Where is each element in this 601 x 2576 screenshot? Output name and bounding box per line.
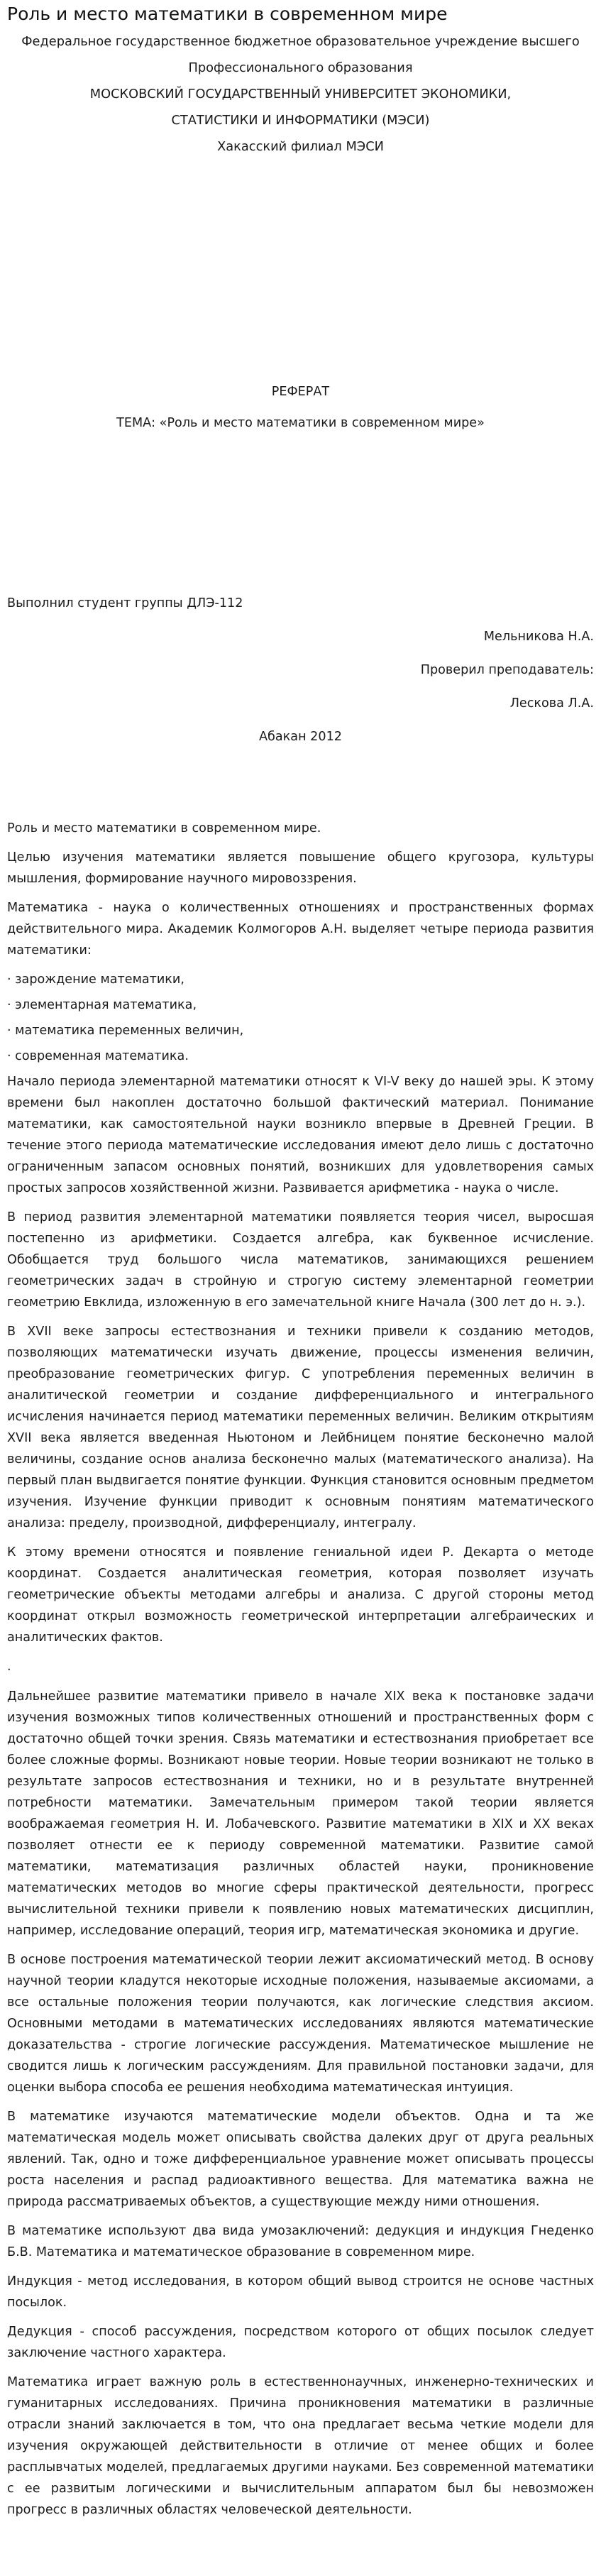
title-page-header (7, 31, 594, 158)
city-year: Абакан 2012 (259, 730, 342, 744)
list-item: · современная математика. (7, 1049, 189, 1063)
paragraph: В математике используют два вида умозаключений: дедукция и индукция Гнеденко Б.В. Математика и математическое образование в современном мире. (7, 2224, 594, 2259)
paragraph: К этому времени относятся и появление гениальной идеи Р. Декарта о методе координат. Создается аналитическая геометрия, которая позволяет изучать геометрические объекты методами алгебры и анализа. С другой стороны метод координат открыл возможность геометрической интерпретации алгебраических и аналитических фактов. (7, 1545, 594, 1645)
spacer (7, 163, 594, 381)
paragraph: Математика - наука о количественных отношениях и пространственных формах действительного мира. Академик Колмогоров А.Н. выделяет четыре периода развития математики: (7, 901, 594, 958)
paragraph: В XVII веке запросы естествознания и техники привели к созданию методов, позволяющих математически изучать движение, процессы изменения величин, преобразование геометрических фигур. С употребления переменных величин в аналитической геометрии и создание дифференциального и интегрального исчисления начинается период математики переменных величин. Великим открытиям XVII века является введенная Ньютоном и Лейбницем понятие бесконечно малой величины, создание основ анализа бесконечно малых (математического анализа). На первый план выдвигается понятие функции. Функция становится основным предметом изучения. Изучение функции приводит к основным понятиям математического анализа: пределу, производной, дифференциалу, интегралу. (7, 1325, 594, 1530)
report-topic: ТЕМА: «Роль и место математики в современном мире» (116, 416, 485, 430)
paragraph: Начало периода элементарной математики относят к VI-V веку до нашей эры. К этому времени был накоплен достаточно большой фактический материал. Понимание математики, как самостоятельной науки возникло впервые в Древней Греции. В течение этого периода математические исследования имеют дело лишь с достаточно ограниченным запасом основных понятий, возникших для удовлетворения самых простых запросов хозяйственной жизни. Развивается арифметика - наука о числе. (7, 1075, 594, 1195)
paragraph: Дальнейшее развитие математики привело в начале XIX века к постановке задачи изучения возможных типов количественных отношений и пространственных форм с достаточно общей точки зрения. Связь математики и естествознания приобретает все более сложные формы. Возникают новые теории. Новые теории возникают не только в результате запросов естествознания и техники, но и в результате внутренней потребности математики. Замечательным примером такой теории является воображаемая геометрия Н. И. Лобачевского. Развитие математики в XIX и XX веках позволяет отнести ее к периоду современной математики. Развитие самой математики, математизация различных областей науки, проникновение математических методов во многие сферы практической деятельности, прогресс вычислительной техники привели к появлению новых математических дисциплин, например, исследование операций, теория игр, математическая экономика и другие. (7, 1689, 594, 1938)
institution-line-1: Федеральное государственное бюджетное образовательное учреждение высшего (21, 34, 580, 49)
list-item: · зарождение математики, (7, 972, 184, 987)
document-title: Роль и место математики в современном мире (7, 4, 448, 24)
institution-line-3: МОСКОВСКИЙ ГОСУДАРСТВЕННЫЙ УНИВЕРСИТЕТ ЭКОНОМИКИ, (89, 87, 512, 102)
paragraph: Индукция - метод исследования, в котором общий вывод строится не основе частных посылок. (7, 2274, 594, 2310)
checked-by-line: Проверил преподаватель: (420, 663, 594, 677)
institution-line-2: Профессионального образования (188, 60, 413, 75)
paragraph: В основе построения математической теории лежит аксиоматический метод. В основу научной теории кладутся некоторые исходные положения, называемые аксиомами, а все остальные положения теории получаются, как логические следствия аксиом. Основными методами в математических исследованиях являются математические доказательства - строгие логические рассуждения. Математическое мышление не сводится лишь к логическим рассуждениям. Для правильной постановки задачи, для оценки выбора способа ее решения необходима математическая интуиция. (7, 1953, 594, 2095)
paragraph: В математике изучаются математические модели объектов. Одна и та же математическая модель может описывать свойства далеких друг от друга реальных явлений. Так, одно и тоже дифференциальное уравнение может описывать процессы роста населения и распад радиоактивного вещества. Для математика важна не природа рассматриваемых объектов, а существующие между ними отношения. (7, 2110, 594, 2209)
teacher-name: Лескова Л.А. (509, 696, 594, 711)
spacer (7, 760, 594, 818)
paragraph: Математика играет важную роль в естественнонаучных, инженерно-технических и гуманитарных исследованиях. Причина проникновения математики в различные отрасли знаний заключается в том, что она предлагает весьма четкие модели для изучения окружающей действительности в отличие от менее общих и более расплывчатых моделей, предлагаемых другими науками. Без современной математики с ее развитым логическими и вычислительным аппаратом был бы невозможен прогресс в различных областях человеческой деятельности. (7, 2375, 594, 2517)
report-label: РЕФЕРАТ (271, 385, 330, 399)
stray-dot: . (7, 1660, 11, 1674)
paragraph: Целью изучения математики является повышение общего кругозора, культуры мышления, формирование научного мировоззрения. (7, 850, 594, 886)
spacer (7, 434, 594, 593)
institution-line-5: Хакасский филиал МЭСИ (217, 139, 384, 154)
essay-body (7, 818, 594, 2521)
paragraph: В период развития элементарной математики появляется теория чисел, выросшая постепенно из арифметики. Создается алгебра, как буквенное исчисление. Обобщается труд большого числа математиков, занимающихся решением геометрических задач в стройную и строгую систему элементарной геометрии геометрию Евклида, изложенную в его замечательной книге Начала (300 лет до н. э.). (7, 1210, 594, 1310)
list-item: · математика переменных величин, (7, 1024, 244, 1038)
paragraph: Дедукция - способ рассуждения, посредством которого от общих посылок следует заключение частного характера. (7, 2325, 594, 2360)
essay-title: Роль и место математики в современном мире. (7, 821, 321, 835)
document-page (0, 1, 601, 2521)
signature-block (7, 593, 594, 747)
list-item: · элементарная математика, (7, 998, 197, 1012)
student-name: Мельникова Н.А. (483, 630, 594, 644)
student-line: Выполнил студент группы ДЛЭ-112 (7, 596, 243, 610)
institution-line-4: СТАТИСТИКИ И ИНФОРМАТИКИ (МЭСИ) (171, 113, 430, 128)
